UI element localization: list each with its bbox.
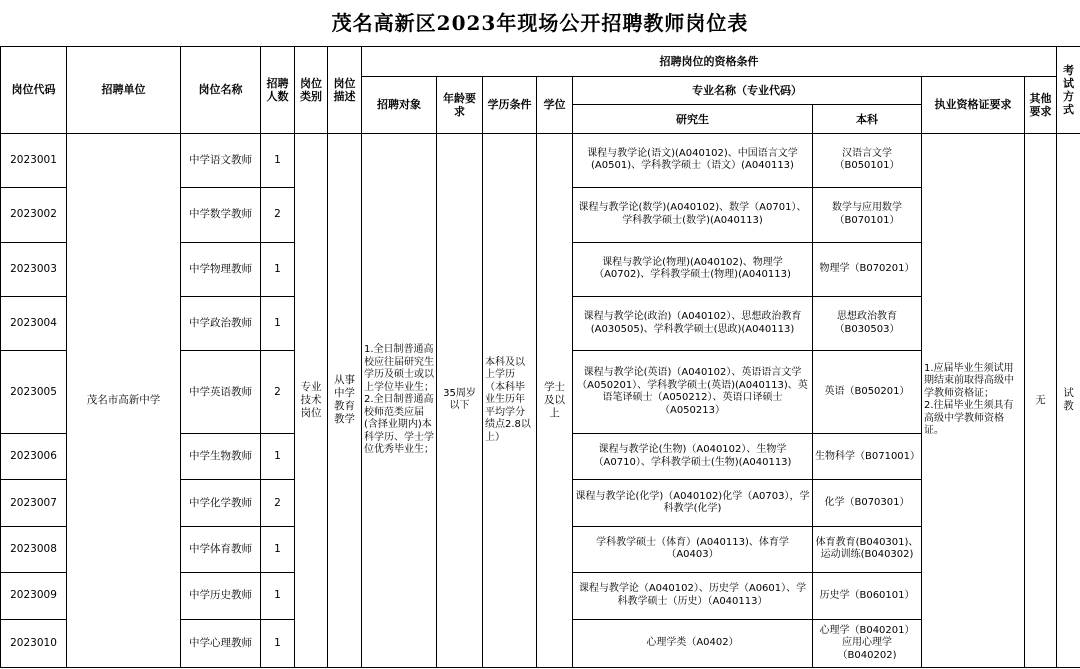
position-name: 中学心理教师 xyxy=(181,619,261,667)
recruit-count: 1 xyxy=(261,573,295,619)
recruit-count: 1 xyxy=(261,434,295,480)
position-name: 中学生物教师 xyxy=(181,434,261,480)
degree-requirement: 学士及以上 xyxy=(537,133,573,667)
graduate-majors: 心理学类（A0402） xyxy=(573,619,813,667)
position-name: 中学化学教师 xyxy=(181,480,261,526)
positions-table xyxy=(0,46,1080,668)
position-code: 2023005 xyxy=(1,351,67,434)
position-code: 2023003 xyxy=(1,242,67,296)
header-exam: 考试方式 xyxy=(1057,47,1080,134)
header-age: 年龄要求 xyxy=(437,77,483,133)
position-code: 2023002 xyxy=(1,188,67,242)
graduate-majors: 课程与教学论(物理)(A040102)、物理学（A0702)、学科教学硕士(物理)(A040113) xyxy=(573,242,813,296)
header-count: 招聘人数 xyxy=(261,47,295,134)
undergraduate-majors: 生物科学（B071001） xyxy=(813,434,922,480)
position-code: 2023006 xyxy=(1,434,67,480)
recruit-count: 1 xyxy=(261,526,295,572)
header-undergrad: 本科 xyxy=(813,105,922,133)
undergraduate-majors: 心理学（B040201）应用心理学（B040202) xyxy=(813,619,922,667)
header-degree: 学位 xyxy=(537,77,573,133)
undergraduate-majors: 体育教育(B040301)、运动训练(B040302) xyxy=(813,526,922,572)
recruit-count: 2 xyxy=(261,480,295,526)
undergraduate-majors: 物理学（B070201） xyxy=(813,242,922,296)
header-major: 专业名称（专业代码） xyxy=(573,77,922,105)
position-code: 2023008 xyxy=(1,526,67,572)
header-desc: 岗位描述 xyxy=(328,47,362,134)
recruit-count: 1 xyxy=(261,133,295,187)
undergraduate-majors: 历史学（B060101） xyxy=(813,573,922,619)
undergraduate-majors: 化学（B070301） xyxy=(813,480,922,526)
graduate-majors: 课程与教学论(生物)（A040102）、生物学（A0710）、学科教学硕士(生物)(A040113) xyxy=(573,434,813,480)
position-name: 中学数学教师 xyxy=(181,188,261,242)
position-code: 2023004 xyxy=(1,296,67,350)
undergraduate-majors: 思想政治教育（B030503） xyxy=(813,296,922,350)
undergraduate-majors: 英语（B050201） xyxy=(813,351,922,434)
position-name: 中学体育教师 xyxy=(181,526,261,572)
undergraduate-majors: 数学与应用数学（B070101） xyxy=(813,188,922,242)
header-qualifications: 招聘岗位的资格条件 xyxy=(362,47,1057,77)
position-description: 从事中学教育教学 xyxy=(328,133,362,667)
recruit-target: 1.全日制普通高校应往届研究生学历及硕士或以上学位毕业生； 2.全日制普通高校师范类应届(含择业期内)本科学历、学士学位优秀毕业生； xyxy=(362,133,437,667)
recruit-count: 2 xyxy=(261,351,295,434)
table-row xyxy=(1,133,1080,187)
header-target: 招聘对象 xyxy=(362,77,437,133)
graduate-majors: 课程与教学论(数学)(A040102)、数学（A0701）、学科教学硕士(数学)(A040113) xyxy=(573,188,813,242)
recruiting-unit: 茂名市高新中学 xyxy=(67,133,181,667)
position-code: 2023009 xyxy=(1,573,67,619)
age-requirement: 35周岁以下 xyxy=(437,133,483,667)
graduate-majors: 课程与教学论(化学)（A040102)化学（A0703），学科教学(化学) xyxy=(573,480,813,526)
header-unit: 招聘单位 xyxy=(67,47,181,134)
graduate-majors: 课程与教学论(英语)（A040102）、英语语言文学（A050201）、学科教学硕士(英语)(A040113)、英语笔译硕士（A050212）、英语口译硕士（A050213） xyxy=(573,351,813,434)
position-name: 中学语文教师 xyxy=(181,133,261,187)
undergraduate-majors: 汉语言文学（B050101） xyxy=(813,133,922,187)
position-name: 中学英语教师 xyxy=(181,351,261,434)
graduate-majors: 课程与教学论(政治)（A040102）、思想政治教育(A030505)、学科教学硕士(思政)(A040113) xyxy=(573,296,813,350)
header-grad: 研究生 xyxy=(573,105,813,133)
recruit-count: 1 xyxy=(261,242,295,296)
graduate-majors: 课程与教学论(语文)(A040102)、中国语言文学(A0501)、学科教学硕士（语文）(A040113) xyxy=(573,133,813,187)
header-code: 岗位代码 xyxy=(1,47,67,134)
header-category: 岗位类别 xyxy=(295,47,328,134)
page-title: 茂名高新区2023年现场公开招聘教师岗位表 xyxy=(331,11,749,35)
position-code: 2023007 xyxy=(1,480,67,526)
graduate-majors: 学科教学硕士（体育）(A040113)、体育学（A0403） xyxy=(573,526,813,572)
recruit-count: 1 xyxy=(261,296,295,350)
certificate-requirement: 1.应届毕业生须试用期结束前取得高级中学教师资格证； 2.往届毕业生须具有高级中学教师资格证。 xyxy=(922,133,1025,667)
position-category: 专业技术岗位 xyxy=(295,133,328,667)
education-requirement: 本科及以上学历（本科毕业生历年平均学分绩点2.8以上） xyxy=(483,133,537,667)
header-other: 其他要求 xyxy=(1025,77,1057,133)
other-requirement: 无 xyxy=(1025,133,1057,667)
exam-method: 试教 xyxy=(1057,133,1080,667)
recruit-count: 1 xyxy=(261,619,295,667)
header-cert: 执业资格证要求 xyxy=(922,77,1025,133)
position-code: 2023001 xyxy=(1,133,67,187)
position-code: 2023010 xyxy=(1,619,67,667)
position-name: 中学物理教师 xyxy=(181,242,261,296)
header-education: 学历条件 xyxy=(483,77,537,133)
graduate-majors: 课程与教学论（A040102）、历史学（A0601）、学科教学硕士（历史）（A040113） xyxy=(573,573,813,619)
header-name: 岗位名称 xyxy=(181,47,261,134)
position-name: 中学历史教师 xyxy=(181,573,261,619)
position-name: 中学政治教师 xyxy=(181,296,261,350)
recruit-count: 2 xyxy=(261,188,295,242)
